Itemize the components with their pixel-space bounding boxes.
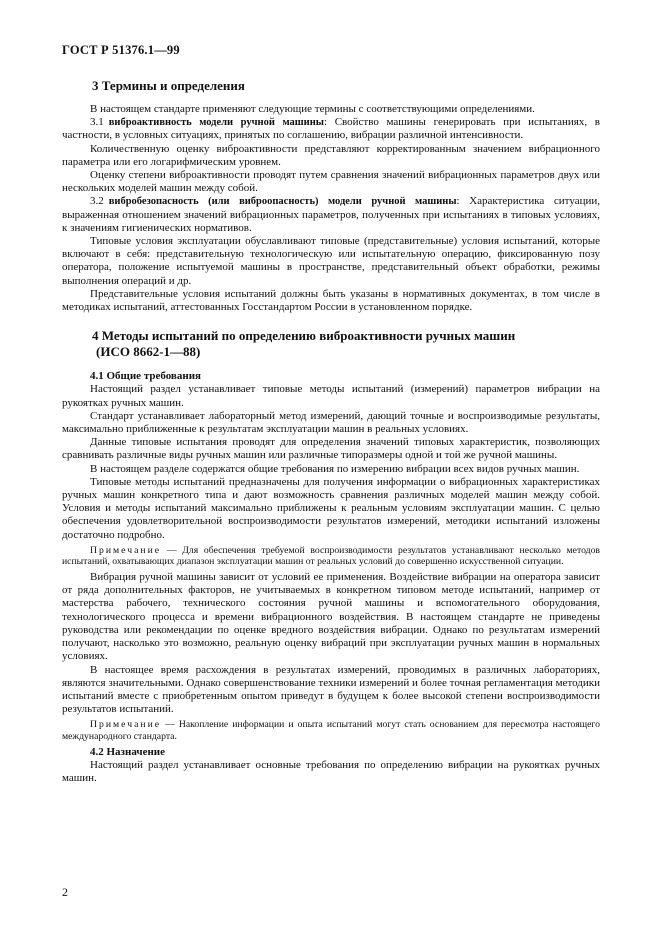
paragraph-typical-conditions: Типовые условия эксплуатации обуславливают типовые (представительные) условия испытаний, которые включают в себя: представительную технологическую или испытательную операцию, фиксированную позу оператора, положение испытуемой машины в пространстве, представительный объект обработки, режимы выполнения операций и др. <box>62 235 600 287</box>
paragraph-4-1-3: Данные типовые испытания проводят для определения значений типовых характеристик, позволяющих сравнивать различные виды ручных машин или различные типоразмеры одной и той же ручной машины. <box>62 436 600 462</box>
subsection-4-1-title: 4.1 Общие требования <box>90 370 201 383</box>
note-2 <box>62 719 600 742</box>
term-3-1 <box>62 116 600 142</box>
section-4-title <box>92 328 600 360</box>
subsection-4-2-title: 4.2 Назначение <box>90 745 166 758</box>
paragraph-4-1-4: В настоящем разделе содержатся общие требования по измерению вибрации всех видов ручных машин. <box>90 462 580 475</box>
section-3-intro: В настоящем стандарте применяют следующие термины с соответствующими определениями. <box>90 103 535 115</box>
page-number: 2 <box>62 885 68 899</box>
section-3-title: 3 Термины и определения <box>92 78 245 93</box>
note-1-text: — Для обеспечения требуемой воспроизводимости результатов устанавливают несколько методов испытаний, охватывающих диапазон эксплуатации машин от реальных условий до совершенно искусственной ситуации. <box>62 544 600 568</box>
paragraph-4-1-2: Стандарт устанавливает лабораторный метод измерений, дающий точные и воспроизводимые результаты, максимально приближенные к результатам эксплуатации машин в реальных условиях. <box>62 409 600 436</box>
term-3-2-number: 3.2 <box>90 195 104 208</box>
term-3-1-number: 3.1 <box>90 116 104 129</box>
paragraph-4-1-6: Вибрация ручной машины зависит от условий ее применения. Воздействие вибрации на оператора зависит от ряда дополнительных факторов, не учитываемых в конкретном типовом методе испытаний, например от мастерства рабочего, технического состояния ручной машины и вспомогательного оборудования, технологического процесса и времени вибрационного воздействия. В настоящем стандарте не приведены руководства или рекомендации по оценке вредного воздействия вибрации. Однако по результатам измерений получают, насколько это возможно, реальную оценку вибраций при эксплуатации ручных машин в нормальных условиях. <box>62 571 600 663</box>
paragraph-quantitative: Количественную оценку виброактивности представляют корректированным значением вибрационного параметра или его логарифмическим уровнем. <box>62 142 600 168</box>
term-3-2-definition: : Характеристика ситуации, выраженная отношением значений вибрационных параметров, полученных при испытаниях в типовых условиях, к значениям гигиенических нормативов. <box>62 195 600 234</box>
term-3-1-definition: : Свойство машины генерировать при испытаниях, в частности, в условных ситуациях, принятых по соглашению, вибрации различной интенсивности. <box>62 116 601 142</box>
paragraph-4-1-5: Типовые методы испытаний предназначены для получения информации о вибрационных характеристиках ручных машин конкретного типа и дают возможность сравнения различных моделей машин между собой. Условия и методы испытаний максимально приближены к реальным условиям эксплуатации машин. С целью обеспечения удовлетворительной воспроизводимости результатов измерений, методики испытаний изложены достаточно подробно. <box>62 475 600 541</box>
term-3-2-name: вибробезопасность (или виброопасность) модели ручной машины <box>108 196 457 208</box>
paragraph-representative: Представительные условия испытаний должны быть указаны в нормативных документах, в том числе в методиках испытаний, аттестованных Госстандартом России в установленном порядке. <box>62 287 600 314</box>
standard-id: ГОСТ Р 51376.1—99 <box>62 43 180 57</box>
term-3-2 <box>62 195 600 235</box>
paragraph-4-1-7: В настоящее время расхождения в результатах измерений, проводимых в различных лабораториях, являются значительными. Однако совершенствование техники измерений и более точная регламентация методики испытаний вместе с приобретенным опытом приведут в будущем к более высокой степени воспроизводимости результатов испытаний. <box>62 663 600 716</box>
note-1-label: Примечание <box>90 544 162 556</box>
page-content <box>62 78 600 785</box>
paragraph-4-2-1: Настоящий раздел устанавливает основные требования по определению вибрации на рукоятках ручных машин. <box>62 758 600 784</box>
section-4-title-line2: (ИСО 8662-1—88) <box>96 344 201 360</box>
paragraph-4-1-1: Настоящий раздел устанавливает типовые методы испытаний (измерений) параметров вибрации на рукоятках ручных машин. <box>62 383 600 409</box>
term-3-1-name: виброактивность модели ручной машины <box>108 117 324 129</box>
note-1 <box>62 545 600 568</box>
note-2-label: Примечание <box>90 719 162 731</box>
paragraph-assessment: Оценку степени виброактивности проводят путем сравнения значений вибрационных параметров двух или нескольких моделей машин между собой. <box>62 169 600 195</box>
section-4-title-line1: 4 Методы испытаний по определению виброактивности ручных машин <box>92 328 516 344</box>
note-2-text: — Накопление информации и опыта испытаний могут стать основанием для пересмотра настоящего международного стандарта. <box>62 719 600 742</box>
